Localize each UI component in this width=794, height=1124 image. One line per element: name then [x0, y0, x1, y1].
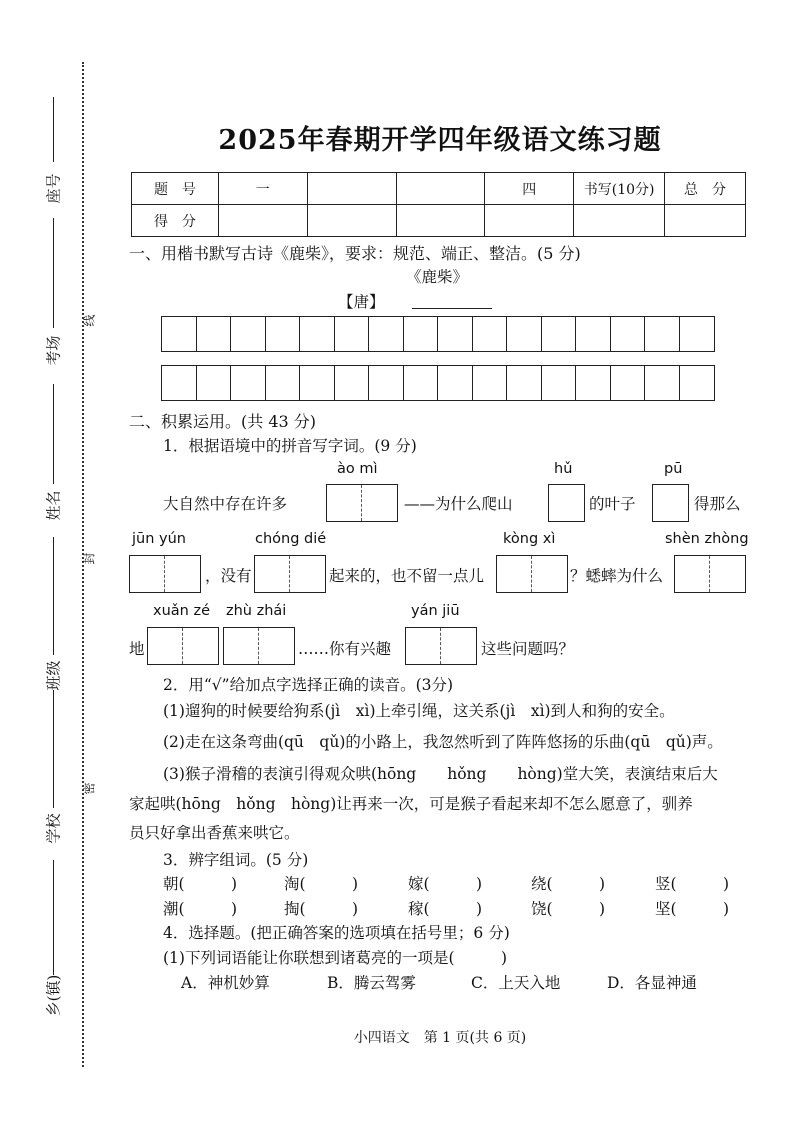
- poem-dynasty: 【唐】: [338, 293, 385, 311]
- q4-option-d[interactable]: D．各显神通: [607, 974, 697, 992]
- pinyin-pu: pū: [664, 461, 683, 477]
- margin-label-seat: 座号: [44, 173, 63, 204]
- pinyin-kong-xi: kòng xì: [503, 531, 556, 547]
- score-header-1: 一: [218, 173, 307, 205]
- q2-sentence-3b: 家起哄(hōng hǒng hòng)让再来一次，可是猴子看起来却不怎么愿意了，驯养: [129, 795, 693, 813]
- q3-item-1-5[interactable]: 竖( ): [655, 875, 730, 893]
- score-cell-4[interactable]: [485, 205, 574, 237]
- page-footer: 小四语文 第 1 页(共 6 页): [353, 1030, 527, 1046]
- poem-author-blank[interactable]: [412, 290, 492, 309]
- score-cell-3[interactable]: [396, 205, 485, 237]
- q4-option-a[interactable]: A．神机妙算: [181, 974, 270, 992]
- seal-mark-line: 线: [82, 314, 97, 327]
- score-cell-1[interactable]: [218, 205, 307, 237]
- margin-label-school: 学校: [44, 813, 63, 844]
- answer-box-yan-jiu[interactable]: [405, 627, 477, 665]
- q1-heading: 1．根据语境中的拼音写字词。(9 分): [163, 437, 417, 455]
- q3-item-2-1[interactable]: 潮( ): [163, 900, 238, 918]
- q1-text-1d: 得那么: [694, 495, 741, 513]
- q4-option-b[interactable]: B．腾云驾雾: [327, 974, 416, 992]
- answer-box-zhu-zhai[interactable]: [223, 627, 295, 665]
- margin-blank-exam-room: [53, 218, 54, 328]
- score-cell-2[interactable]: [307, 205, 396, 237]
- answer-box-hu[interactable]: [548, 484, 585, 522]
- answer-box-jun-yun[interactable]: [129, 555, 201, 593]
- q1-text-2a: ，没有: [205, 567, 252, 585]
- q3-item-2-5[interactable]: 坚( ): [655, 900, 730, 918]
- pinyin-yan-jiu: yán jiū: [411, 603, 460, 619]
- q3-item-1-1[interactable]: 朝( ): [163, 875, 238, 893]
- q3-item-2-3[interactable]: 稼( ): [408, 900, 483, 918]
- score-row-label: 得 分: [132, 205, 219, 237]
- q3-item-2-2[interactable]: 掏( ): [284, 900, 359, 918]
- score-header-4: 四: [485, 173, 574, 205]
- seal-mark-secret: 密: [82, 782, 97, 795]
- answer-box-ao-mi[interactable]: [326, 484, 398, 522]
- score-cell-total[interactable]: [665, 205, 746, 237]
- writing-grid-line1[interactable]: [161, 316, 715, 352]
- q2-heading: 2．用“√”给加点字选择正确的读音。(3分): [163, 676, 454, 694]
- q1-text-2b: 起来的，也不留一点儿: [329, 567, 485, 585]
- pinyin-chong-die: chóng dié: [255, 531, 327, 547]
- margin-blank-township: [53, 860, 54, 975]
- score-header-writing: 书写(10分): [574, 173, 665, 205]
- q3-item-2-4[interactable]: 饶( ): [531, 900, 606, 918]
- q3-item-1-4[interactable]: 绕( ): [531, 875, 606, 893]
- poem-title: 《鹿柴》: [406, 268, 469, 286]
- section1-heading: 一、用楷书默写古诗《鹿柴》，要求：规范、端正、整洁。(5 分): [129, 244, 581, 263]
- margin-label-exam-room: 考场: [44, 335, 63, 366]
- q2-sentence-2: (2)走在这条弯曲(qū qǔ)的小路上，我忽然听到了阵阵悠扬的乐曲(qū qǔ)声。: [163, 733, 723, 751]
- margin-blank-class: [53, 537, 54, 655]
- q3-item-1-2[interactable]: 淘( ): [284, 875, 359, 893]
- answer-box-chong-die[interactable]: [254, 555, 326, 593]
- margin-label-class: 班级: [44, 660, 63, 691]
- pinyin-shen-zhong: shèn zhòng: [665, 531, 749, 547]
- q4-heading: 4．选择题。(把正确答案的选项填在括号里；6 分): [163, 924, 510, 942]
- score-table: [131, 172, 746, 237]
- q3-item-1-3[interactable]: 嫁( ): [408, 875, 483, 893]
- margin-blank-name: [53, 384, 54, 484]
- q4-option-c[interactable]: C．上天入地: [471, 974, 561, 992]
- seal-mark-seal: 封: [82, 552, 97, 565]
- writing-grid-line2[interactable]: [161, 365, 715, 401]
- section2-heading: 二、积累运用。(共 43 分): [129, 412, 317, 431]
- score-header-total: 总 分: [665, 173, 746, 205]
- q2-sentence-3c: 员只好拿出香蕉来哄它。: [129, 824, 300, 842]
- score-header-3: [396, 173, 485, 205]
- answer-box-xuan-ze[interactable]: [147, 627, 219, 665]
- pinyin-jun-yun: jūn yún: [132, 531, 186, 547]
- page-title: 2025年春期开学四年级语文练习题: [218, 125, 662, 156]
- q1-text-1b: ——为什么爬山: [404, 495, 513, 513]
- margin-blank-school: [53, 690, 54, 808]
- score-cell-writing[interactable]: [574, 205, 665, 237]
- q3-heading: 3．辨字组词。(5 分): [163, 851, 309, 869]
- score-header-label: 题 号: [132, 173, 219, 205]
- q1-text-3a: 地: [129, 640, 145, 658]
- q1-text-3c: 这些问题吗？: [481, 640, 575, 658]
- q1-text-1a: 大自然中存在许多: [163, 495, 288, 513]
- answer-box-pu[interactable]: [652, 484, 689, 522]
- q1-text-1c: 的叶子: [589, 495, 636, 513]
- score-header-2: [307, 173, 396, 205]
- pinyin-zhu-zhai: zhù zhái: [226, 603, 287, 619]
- q1-text-3b: ……你有兴趣: [298, 640, 392, 658]
- pinyin-xuan-ze: xuǎn zé: [153, 603, 210, 619]
- answer-box-shen-zhong[interactable]: [674, 555, 746, 593]
- pinyin-hu: hǔ: [554, 461, 573, 477]
- q4-question-1: (1)下列词语能让你联想到诸葛亮的一项是( ): [163, 949, 508, 967]
- pinyin-ao-mi: ào mì: [337, 461, 378, 477]
- q2-sentence-1: (1)遛狗的时候要给狗系(jì xì)上牵引绳，这关系(jì xì)到人和狗的安全。: [163, 702, 675, 720]
- margin-label-name: 姓名: [44, 490, 63, 521]
- margin-label-township: 乡(镇): [44, 974, 63, 1017]
- answer-box-kong-xi[interactable]: [496, 555, 568, 593]
- q2-sentence-3a: (3)猴子滑稽的表演引得观众哄(hōng hǒng hòng)堂大笑，表演结束后大: [163, 765, 718, 783]
- q1-text-2c: ？蟋蟀为什么: [570, 567, 664, 585]
